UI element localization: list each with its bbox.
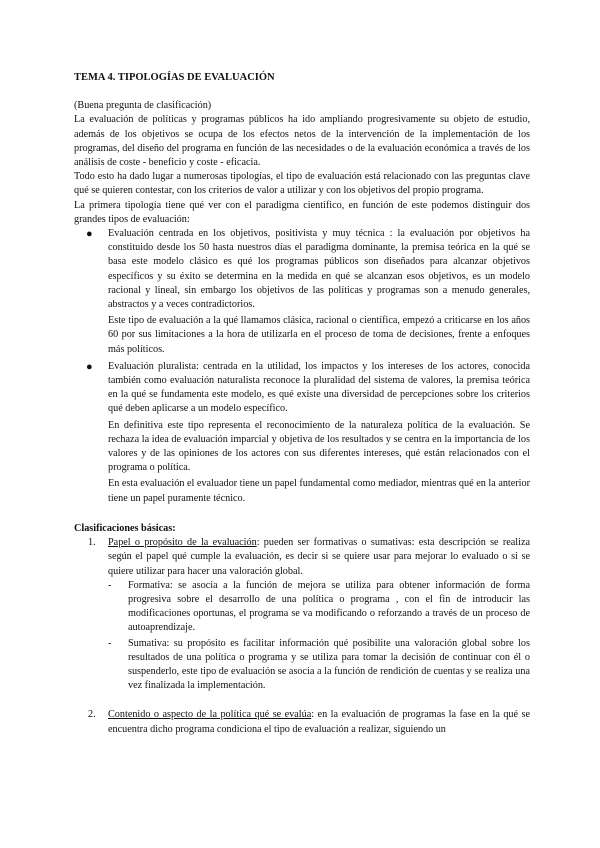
document-body — [74, 71, 530, 737]
subitem-formative — [108, 579, 530, 636]
intro-paragraph-2: Todo esto ha dado lugar a numerosas tipologías, el tipo de evaluación está relacionado con las preguntas clave qué se quieren contestar, con los criterios de valor a utilizar y con los objetivos del propio programa. — [74, 171, 530, 197]
bullet-icon: ● — [86, 228, 93, 241]
dash-icon: - — [108, 579, 112, 591]
bullet-paragraph: Este tipo de evaluación a la qué llamamos clásica, racional o científica, empezó a criticarse en los años 60 por sus limitaciones a la hora de utilizarla en el proceso de toma de decisiones, frente a enfoques más políticos. — [108, 315, 530, 355]
item-body: : pueden ser formativas o sumativas: esta descripción se realiza según el papel qué cumple la evaluación, es decir si se quiere usar para mejorar lo evaluado o si se quiere utilizar para hacer una valoración global. — [108, 537, 530, 577]
bullet-item-pluralist — [86, 360, 530, 506]
classification-item-purpose — [88, 536, 530, 708]
item-underlined-heading: Contenido o aspecto de la política qué se evalúa — [108, 709, 312, 721]
bullet-paragraph: Evaluación pluralista: centrada en la utilidad, los impactos y los intereses de los actores, conocida también como evaluación naturalista reconoce la pluralidad del sistema de valores, la premisa teórica en la qué se fundamenta este modelo, es qué existe una diversidad de percepciones sobre los criterios qué deben aplicarse a un modelo específico. — [108, 360, 530, 415]
typology-bullet-list — [74, 227, 530, 506]
item-body: : en la evaluación de programas la fase en la qué se encuentra dicho programa condiciona el tipo de evaluación a realizar, siguiendo un — [108, 709, 531, 735]
bullet-paragraph: En esta evaluación el evaluador tiene un papel fundamental como mediador, mientras qué en la anterior tiene un papel puramente técnico. — [108, 478, 530, 504]
classification-list — [74, 536, 530, 737]
bullet-item-objectives — [86, 227, 530, 357]
classification-item-content — [88, 708, 531, 736]
item-underlined-heading: Papel o propósito de la evaluación — [108, 537, 257, 549]
subitem-text: Sumativa: su propósito es facilitar información qué posibilite una valoración global sobre los resultados de una política o programa y se utiliza para tomar la decisión de continuar con él o suspenderlo, este tipo de evaluación se asocia a la función de rendición de cuentas y se realiza una vez finalizada la implementación. — [128, 637, 530, 692]
subitem-summative — [108, 637, 530, 694]
subitem-text: Formativa: se asocia a la función de mejora se utiliza para obtener información de forma progresiva sobre el desarrollo de una política o programa , con el fin de introducir las modificaciones oportunas, el programa se va modificando o reforzando a través de un proceso de autoaprendizaje. — [128, 579, 530, 634]
bullet-paragraph: Evaluación centrada en los objetivos, positivista y muy técnica : la evaluación por objetivos ha constituido desde los 50 hasta nuestros días el paradigma dominante, la premisa teórica en la qué se basa este modelo clásico es qué los programas públicos son diseñados para alcanzar objetivos específicos y su éxito se determina en la medida en qué se alcanzan esos objetivos, es un modelo racional y lineal, sin embargo los objetivos de las políticas y programas son a menudo generales, abstractos y a veces contradictorios. — [108, 228, 530, 311]
intro-paragraph-3: La primera tipología tiene qué ver con el paradigma científico, en función de este podemos distinguir dos grandes tipos de evaluación: — [74, 199, 530, 225]
note-text: (Buena pregunta de clasificación) — [74, 100, 212, 112]
item-number: 2. — [88, 709, 96, 721]
item-number: 1. — [88, 537, 96, 549]
item-text — [108, 536, 530, 579]
item-text — [108, 708, 530, 736]
section-heading: Clasificaciones básicas: — [74, 522, 176, 534]
intro-paragraph-1: La evaluación de políticas y programas públicos ha ido ampliando progresivamente su objeto de estudio, además de los objetivos se ocupa de los efectos netos de la intervención de la implementación de los programas, del diseño del programa en función de las necesidades o de la evaluación económica a través de los análisis de coste - beneficio y coste - eficacia. — [74, 114, 530, 169]
bullet-paragraph: En definitiva este tipo representa el reconocimiento de la naturaleza política de la evaluación. Se rechaza la idea de evaluación imparcial y objetiva de los resultados y se centra en la importancia de los valores y de las opiniones de los actores con sus diferentes intereses, qué están relacionados con el programa o política. — [108, 419, 530, 474]
page-title: TEMA 4. TIPOLOGÍAS DE EVALUACIÓN — [74, 72, 275, 83]
bullet-icon: ● — [86, 360, 93, 373]
purpose-subitem-list — [74, 579, 530, 694]
dash-icon: - — [108, 637, 112, 649]
